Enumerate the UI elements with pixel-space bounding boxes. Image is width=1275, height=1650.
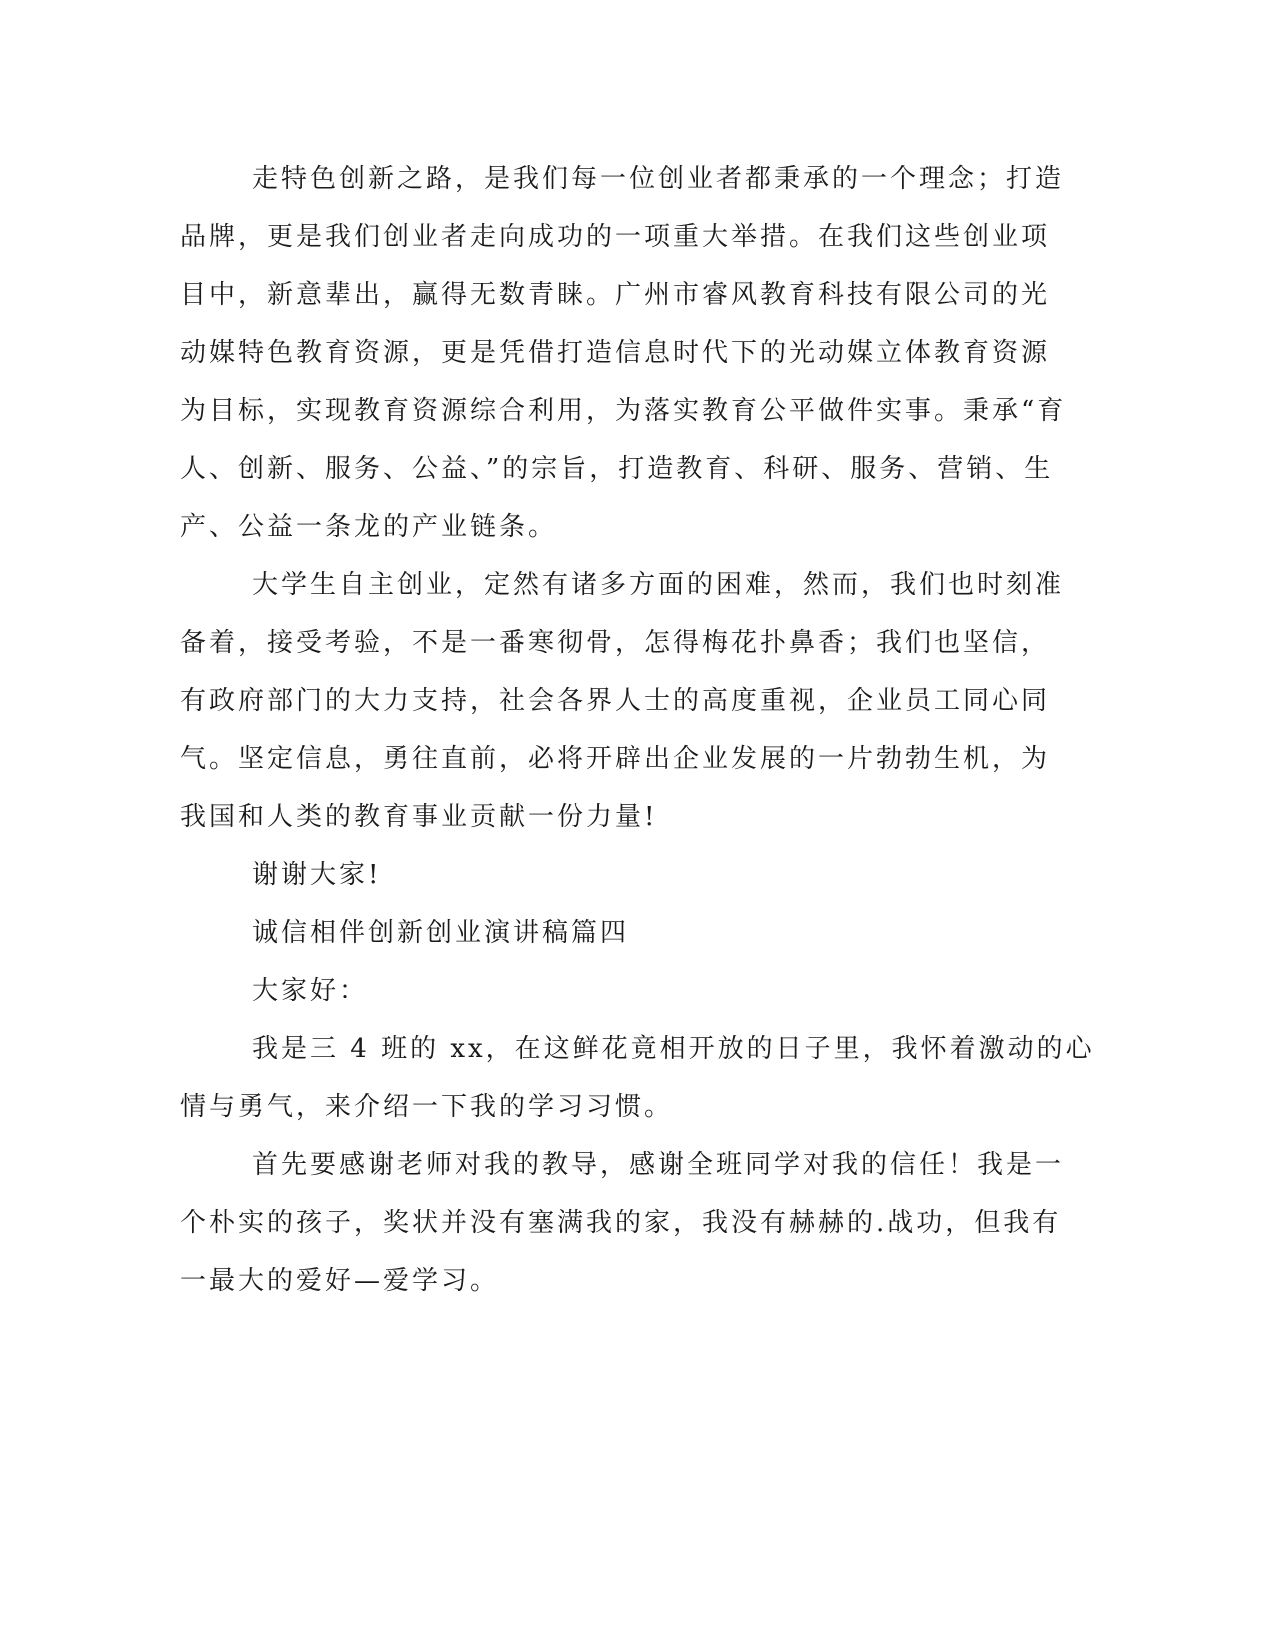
text-line: 动媒特色教育资源，更是凭借打造信息时代下的光动媒立体教育资源 xyxy=(180,338,1051,368)
text-line: 人、创新、服务、公益、”的宗旨，打造教育、科研、服务、营销、生 xyxy=(180,454,1054,484)
document-body xyxy=(180,150,1095,1310)
section-heading xyxy=(180,904,1032,962)
text-line: 品牌，更是我们创业者走向成功的一项重大举措。在我们这些创业项 xyxy=(180,222,1051,252)
text-line: 产、公益一条龙的产业链条。 xyxy=(180,512,558,542)
text-line: 谢谢大家! xyxy=(252,860,382,890)
text-line: 情与勇气，来介绍一下我的学习习惯。 xyxy=(180,1092,674,1122)
text-line: 为目标，实现教育资源综合利用，为落实教育公平做件实事。秉承“育 xyxy=(180,396,1067,426)
heading-text: 诚信相伴创新创业演讲稿篇四 xyxy=(252,918,630,948)
text-line: 备着，接受考验，不是一番寒彻骨，怎得梅花扑鼻香；我们也坚信， xyxy=(180,628,1051,658)
text-line: 我是三 4 班的 xx，在这鲜花竟相开放的日子里，我怀着激动的心 xyxy=(252,1034,1095,1064)
text-line: 我国和人类的教育事业贡献一份力量! xyxy=(180,802,658,832)
paragraph-student-entrepreneurship xyxy=(180,556,1065,846)
text-line: 大家好： xyxy=(252,976,369,1006)
text-line: 有政府部门的大力支持，社会各界人士的高度重视，企业员工同心同 xyxy=(180,686,1051,716)
paragraph-thanks xyxy=(180,846,1032,904)
text-line: 目中，新意辈出，赢得无数青睐。广州市睿风教育科技有限公司的光 xyxy=(180,280,1051,310)
text-line: 大学生自主创业，定然有诸多方面的困难，然而，我们也时刻准 xyxy=(252,570,1065,600)
text-line: 首先要感谢老师对我的教导，感谢全班同学对我的信任！我是一 xyxy=(252,1150,1065,1180)
text-line: 一最大的爱好—爱学习。 xyxy=(180,1266,500,1296)
text-line: 走特色创新之路，是我们每一位创业者都秉承的一个理念；打造 xyxy=(252,164,1065,194)
paragraph-startup-philosophy xyxy=(180,150,1067,556)
paragraph-introduction xyxy=(180,1020,1095,1136)
text-line: 气。坚定信息，勇往直前，必将开辟出企业发展的一片勃勃生机，为 xyxy=(180,744,1051,774)
text-line: 个朴实的孩子，奖状并没有塞满我的家，我没有赫赫的.战功，但我有 xyxy=(180,1208,1062,1238)
paragraph-greeting xyxy=(180,962,1032,1020)
paragraph-gratitude xyxy=(180,1136,1065,1310)
